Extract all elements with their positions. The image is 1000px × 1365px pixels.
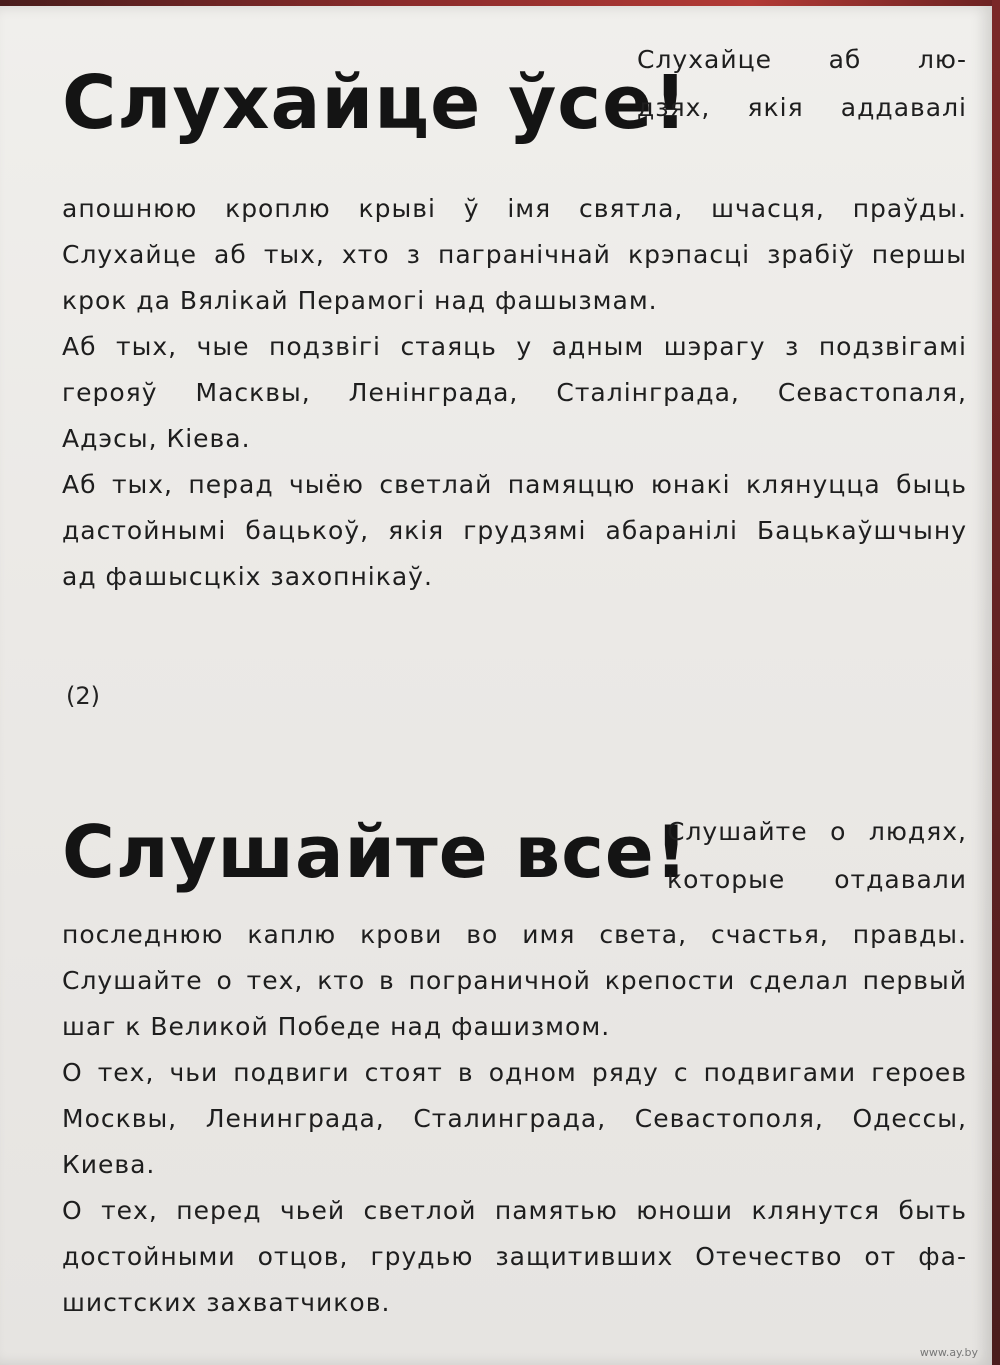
text-line: О тех, чьи подвиги стоят в одном ряду с подвигами героев <box>62 1058 967 1087</box>
body-text <box>62 912 967 1326</box>
lead-line: которые отдавали <box>667 865 967 894</box>
section-title: Слушайте все! <box>62 810 689 894</box>
section-heading-row <box>62 36 967 186</box>
body-text <box>62 186 967 600</box>
text-line: Москвы, Ленинграда, Сталинграда, Севастополя, Одессы, <box>62 1104 967 1133</box>
section-russian <box>62 806 967 1326</box>
lead-line: Слухайце аб лю- <box>637 45 967 74</box>
text-line: Слухайце аб тых, хто з пагранічнай крэпасці зрабіў першы <box>62 240 967 269</box>
text-line: шистских захватчиков. <box>62 1288 391 1317</box>
document-page <box>0 6 992 1365</box>
text-line: герояў Масквы, Ленінграда, Сталінграда, Севастопаля, <box>62 378 967 407</box>
text-line: О тех, перед чьей светлой памятью юноши клянутся быть <box>62 1196 967 1225</box>
watermark: www.ay.by <box>919 1346 978 1359</box>
text-line: Слушайте о тех, кто в пограничной крепости сделал первый <box>62 966 967 995</box>
text-line: крок да Вялікай Перамогі над фашызмам. <box>62 286 658 315</box>
book-edge <box>992 0 1000 1365</box>
section-heading-row <box>62 806 967 912</box>
text-line: Аб тых, чые подзвігі стаяць у адным шэрагу з подзвігамі <box>62 332 967 361</box>
page-number: (2) <box>66 682 100 710</box>
text-line: Адэсы, Кіева. <box>62 424 251 453</box>
lead-paragraph <box>667 808 967 904</box>
text-line: ад фашысцкіх захопнікаў. <box>62 562 433 591</box>
text-line: последнюю каплю крови во имя света, счастья, правды. <box>62 920 967 949</box>
text-line: дастойнымі бацькоў, якія грудзямі абаранілі Бацькаўшчыну <box>62 516 967 545</box>
text-line: достойными отцов, грудью защитивших Отечество от фа- <box>62 1242 967 1271</box>
page-title: Слухайце ўсе! <box>62 60 689 146</box>
text-line: Киева. <box>62 1150 156 1179</box>
lead-line: дзях, якія аддавалі <box>637 93 967 122</box>
text-line: шаг к Великой Победе над фашизмом. <box>62 1012 611 1041</box>
section-belarusian <box>62 36 967 600</box>
lead-line: Слушайте о людях, <box>667 817 967 846</box>
lead-paragraph <box>637 36 967 132</box>
text-line: Аб тых, перад чыёю светлай памяццю юнакі клянуцца быць <box>62 470 967 499</box>
text-line: апошнюю кроплю крыві ў імя святла, шчасця, праўды. <box>62 194 967 223</box>
